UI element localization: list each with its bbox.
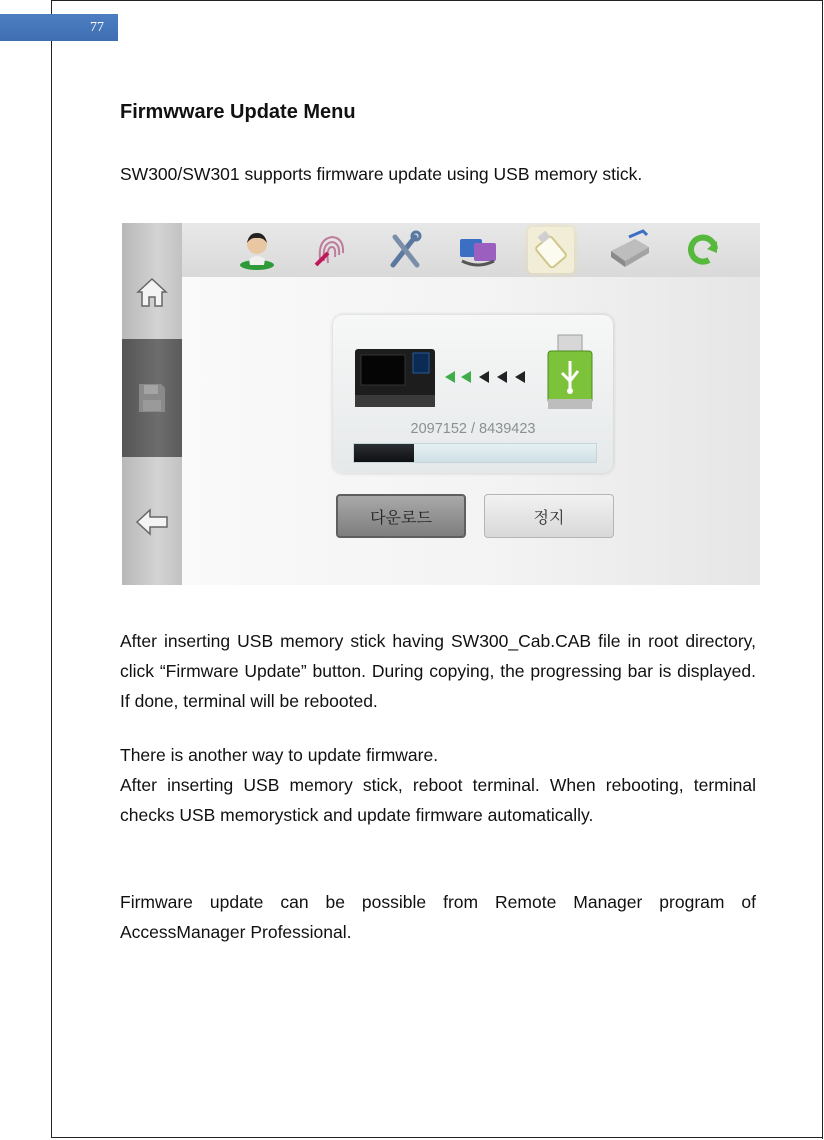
save-button[interactable] [122,339,182,457]
paragraph-auto-update [120,740,756,830]
home-button[interactable] [122,233,182,351]
progress-bar [353,443,597,463]
progress-card [333,315,613,473]
home-icon [135,275,169,309]
usb-drive-icon [546,333,594,413]
paragraph-auto-update-line2: After inserting USB memory stick, reboot terminal. When rebooting, terminal checks USB memorystick and update firmware automatically. [120,775,756,825]
page-number: 77 [0,14,118,41]
transfer-counter: 2097152 / 8439423 [410,421,536,437]
transfer-arrows-icon [445,369,535,385]
usb-stick-icon[interactable] [528,227,574,273]
fingerprint-icon[interactable] [307,227,353,273]
device-icon[interactable] [607,227,653,273]
paragraph-usb-update: After inserting USB memory stick having SW300_Cab.CAB file in root directory, click “Firmware Update” button. During copying, the progressing bar is displayed. If done, terminal will be rebooted. [120,631,756,711]
network-icon[interactable] [455,227,501,273]
progress-fill [354,444,414,462]
top-menu-bar [182,223,760,277]
refresh-icon[interactable] [680,227,726,273]
firmware-update-screenshot [122,223,760,585]
back-arrow-icon [135,507,169,537]
paragraph-auto-update-line1: There is another way to update firmware. [120,745,439,765]
save-icon [137,382,167,414]
paragraph-remote-update: Firmware update can be possible from Remote Manager program of AccessManager Professional. [120,892,756,942]
page-title: Firmwware Update Menu [120,101,356,123]
tools-icon[interactable] [382,227,428,273]
terminal-icon [355,347,435,409]
side-menu [122,223,182,585]
intro-text: SW300/SW301 supports firmware update using USB memory stick. [120,164,643,184]
back-button[interactable] [122,463,182,581]
download-button[interactable]: 다운로드 [336,494,466,538]
user-icon[interactable] [234,227,280,273]
stop-button[interactable]: 정지 [484,494,614,538]
